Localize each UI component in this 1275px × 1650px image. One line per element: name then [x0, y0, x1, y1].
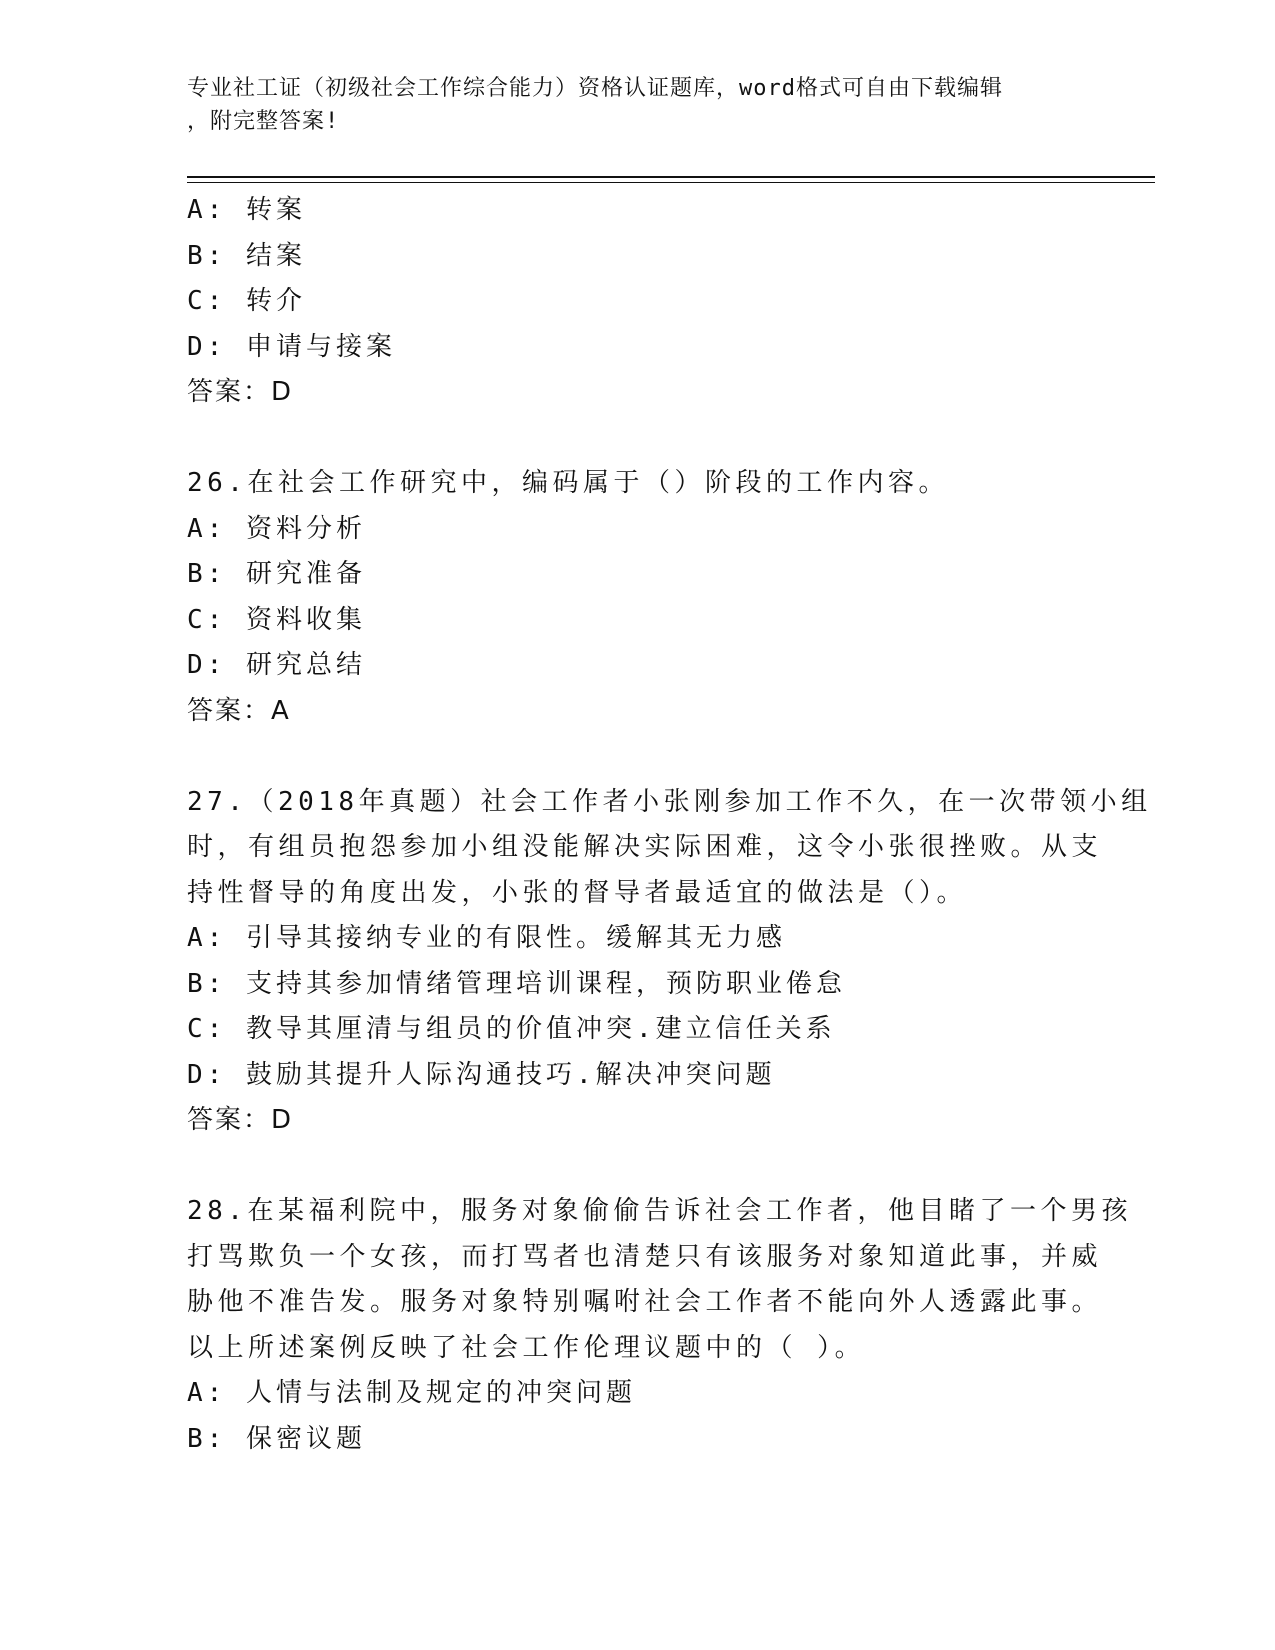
question-26 — [187, 461, 1087, 734]
option-d: D: 申请与接案 — [187, 331, 396, 362]
spacer — [187, 416, 1087, 462]
question-stem-line: 28.在某福利院中，服务对象偷偷告诉社会工作者，他目睹了一个男孩 — [187, 1196, 1132, 1226]
option-a: A: 人情与法制及规定的冲突问题 — [187, 1378, 636, 1408]
header-title-line-2: ，附完整答案! — [187, 109, 340, 134]
option-b: B: 结案 — [187, 240, 306, 271]
option-c: C: 资料收集 — [187, 604, 366, 635]
header-divider-thick — [187, 176, 1155, 178]
question-stem-line: 以上所述案例反映了社会工作伦理议题中的（ ）。 — [187, 1332, 866, 1363]
question-25 — [187, 188, 1087, 416]
spacer — [187, 734, 1087, 780]
question-stem-line: 27.（2018年真题）社会工作者小张刚参加工作不久，在一次带领小组 — [187, 786, 1152, 817]
question-stem-line: 时，有组员抱怨参加小组没能解决实际困难，这令小张很挫败。从支 — [187, 832, 1103, 862]
header-title-line-1: 专业社工证（初级社会工作综合能力）资格认证题库，word格式可自由下载编辑 — [187, 76, 1003, 101]
option-a: A: 转案 — [187, 195, 306, 225]
question-list — [187, 188, 1152, 1462]
document-header — [187, 72, 1067, 138]
header-divider-thin — [187, 182, 1155, 183]
question-stem-line: 持性督导的角度出发，小张的督导者最适宜的做法是（）。 — [187, 877, 968, 908]
option-d: D: 研究总结 — [187, 650, 366, 680]
answer-line: 答案：A — [187, 695, 291, 726]
question-stem — [187, 780, 1152, 917]
question-stem-line: 26.在社会工作研究中，编码属于（）阶段的工作内容。 — [187, 468, 949, 498]
question-stem-line: 胁他不准告发。服务对象特别嘱咐社会工作者不能向外人透露此事。 — [187, 1287, 1103, 1317]
answer-line: 答案：D — [187, 377, 294, 407]
option-b: B: 研究准备 — [187, 559, 366, 589]
answer-line: 答案：D — [187, 1105, 294, 1135]
question-stem — [187, 461, 1087, 507]
question-stem — [187, 1189, 1132, 1371]
question-27 — [187, 780, 1152, 1144]
option-c: C: 转介 — [187, 286, 306, 316]
question-28 — [187, 1189, 1132, 1462]
option-c: C: 教导其厘清与组员的价值冲突.建立信任关系 — [187, 1014, 836, 1044]
question-stem-line: 打骂欺负一个女孩，而打骂者也清楚只有该服务对象知道此事，并威 — [187, 1241, 1103, 1272]
option-a: A: 引导其接纳专业的有限性。缓解其无力感 — [187, 923, 786, 953]
option-b: B: 支持其参加情绪管理培训课程，预防职业倦怠 — [187, 968, 846, 999]
option-b: B: 保密议题 — [187, 1423, 366, 1454]
spacer — [187, 1144, 1087, 1190]
option-a: A: 资料分析 — [187, 513, 366, 544]
option-d: D: 鼓励其提升人际沟通技巧.解决冲突问题 — [187, 1059, 776, 1090]
